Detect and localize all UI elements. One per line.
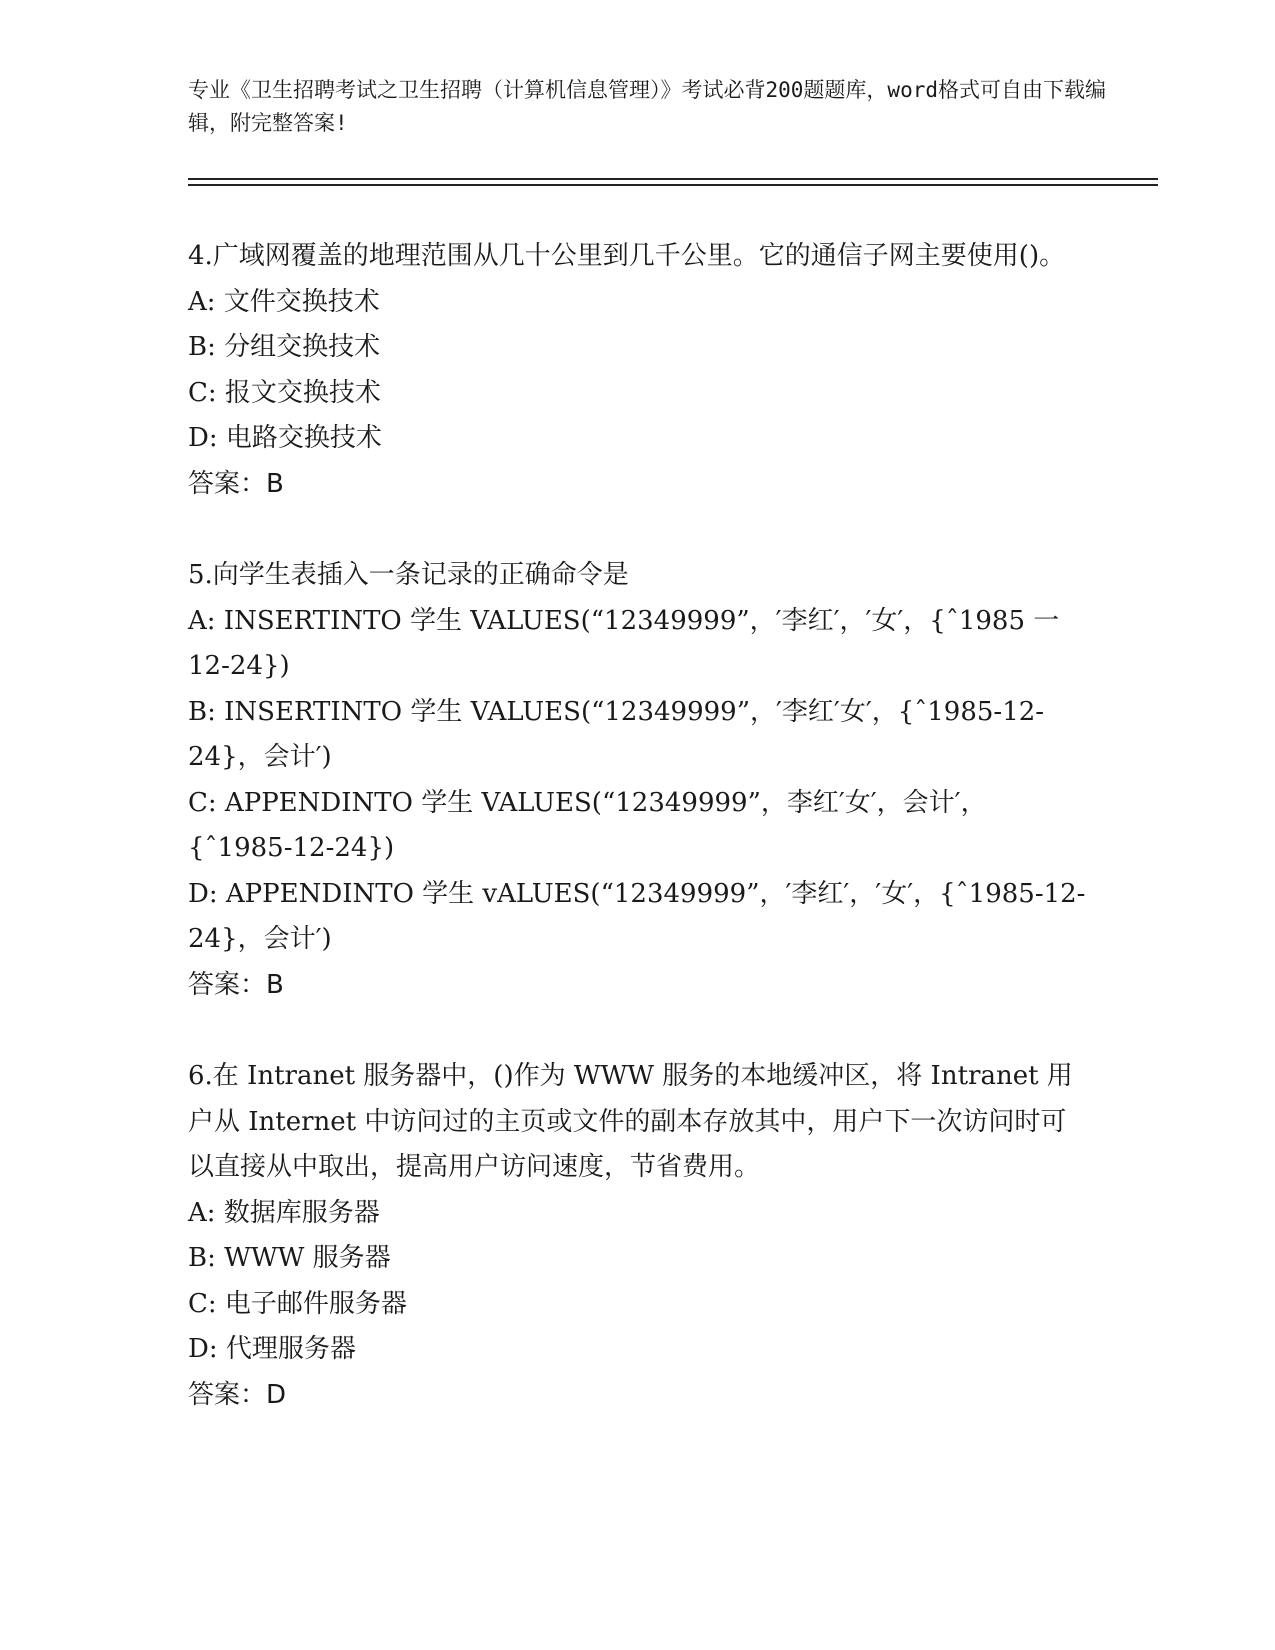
question-4 — [188, 234, 1088, 507]
option-a: A: 文件交换技术 — [188, 286, 380, 317]
option-b: B: WWW 服务器 — [188, 1243, 391, 1273]
question-text: 5.向学生表插入一条记录的正确命令是 — [188, 560, 629, 590]
option-d: D: APPENDINTO 学生 vALUES(“12349999”，′李红′，′女′，{ˆ1985-12-24}，会计′) — [188, 878, 1086, 954]
question-5 — [188, 553, 1088, 1008]
option-a: A: 数据库服务器 — [188, 1197, 380, 1228]
document-header: 专业《卫生招聘考试之卫生招聘（计算机信息管理）》考试必背200题题库，word格式可自由下载编辑，附完整答案! — [188, 78, 1106, 135]
option-d: D: 代理服务器 — [188, 1334, 356, 1364]
question-text: 4.广域网覆盖的地理范围从几十公里到几千公里。它的通信子网主要使用()。 — [188, 241, 1066, 271]
question-text: 6.在 Intranet 服务器中，()作为 WWW 服务的本地缓冲区，将 Intranet 用户从 Internet 中访问过的主页或文件的副本存放其中，用户下一次访问时可以直接从中取出，提高用户访问速度，节省费用。 — [188, 1061, 1073, 1182]
question-6 — [188, 1054, 1088, 1418]
answer: 答案：B — [188, 969, 284, 1000]
option-d: D: 电路交换技术 — [188, 423, 382, 453]
header-divider-bottom — [188, 184, 1158, 186]
option-a: A: INSERTINTO 学生 VALUES(“12349999”，′李红′，′女′，{ˆ1985 一 12-24}) — [188, 605, 1068, 681]
option-b: B: 分组交换技术 — [188, 332, 381, 362]
option-c: C: 报文交换技术 — [188, 377, 381, 408]
answer: 答案：B — [188, 468, 284, 499]
option-c: C: APPENDINTO 学生 VALUES(“12349999”，李红′女′，会计′，{ˆ1985-12-24}) — [188, 787, 987, 863]
header-divider-top — [188, 178, 1158, 180]
question-list — [188, 234, 1088, 1464]
option-c: C: 电子邮件服务器 — [188, 1288, 407, 1319]
answer: 答案：D — [188, 1379, 287, 1410]
option-b: B: INSERTINTO 学生 VALUES(“12349999”，′李红′女′，{ˆ1985-12-24}，会计′) — [188, 696, 1045, 772]
